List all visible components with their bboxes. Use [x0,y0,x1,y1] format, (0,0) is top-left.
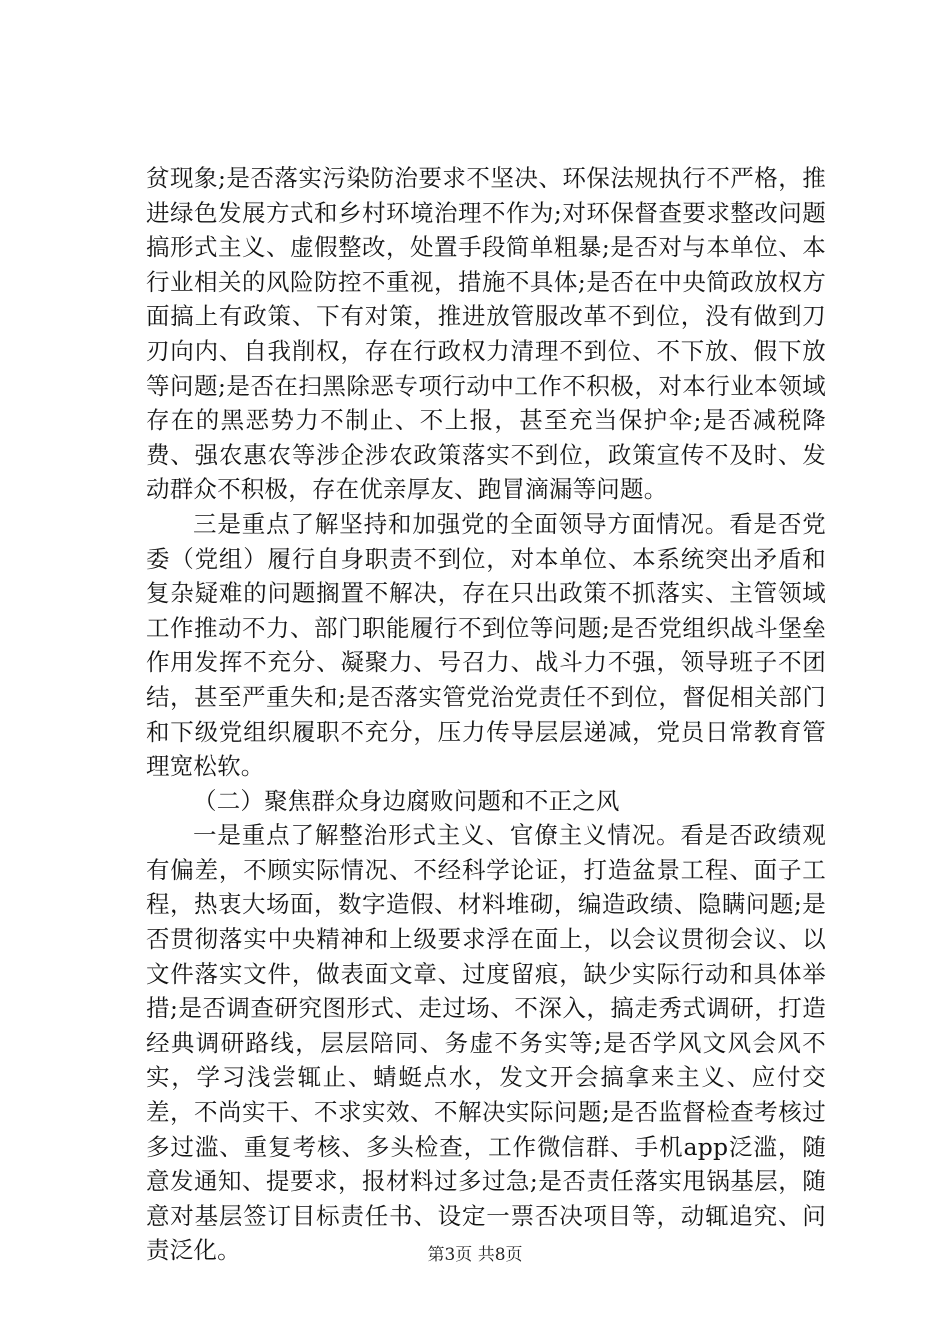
document-body [146,161,826,1268]
section-heading: （二）聚焦群众身边腐败问题和不正之风 [193,786,620,815]
page-number-footer: 第3页 共8页 [427,1245,523,1265]
paragraph-1: 贫现象;是否落实污染防治要求不坚决、环保法规执行不严格，推进绿色发展方式和乡村环境治理不作为;对环保督查要求整改问题搞形式主义、虚假整改，处置手段简单粗暴;是否对与本单位、本行业相关的风险防控不重视，措施不具体;是否在中央简政放权方面搞上有政策、下有对策，推进放管服改革不到位，没有做到刀刃向内、自我削权，存在行政权力清理不到位、不下放、假下放等问题;是否在扫黑除恶专项行动中工作不积极，对本行业本领域存在的黑恶势力不制止、不上报，甚至充当保护伞;是否减税降费、强农惠农等涉企涉农政策落实不到位，政策宣传不及时、发动群众不积极，存在优亲厚友、跑冒滴漏等问题。 [146,164,826,504]
paragraph-2: 三是重点了解坚持和加强党的全面领导方面情况。看是否党委（党组）履行自身职责不到位，对本单位、本系统突出矛盾和复杂疑难的问题搁置不解决，存在只出政策不抓落实、主管领域工作推动不力、部门职能履行不到位等问题;是否党组织战斗堡垒作用发挥不充分、凝聚力、号召力、战斗力不强，领导班子不团结，甚至严重失和;是否落实管党治党责任不到位，督促相关部门和下级党组织履职不充分，压力传导层层递减，党员日常教育管理宽松软。 [146,509,826,781]
paragraph-3: 一是重点了解整治形式主义、官僚主义情况。看是否政绩观有偏差，不顾实际情况、不经科学论证，打造盆景工程、面子工程，热衷大场面，数字造假、材料堆砌，编造政绩、隐瞒问题;是否贯彻落实中央精神和上级要求浮在面上，以会议贯彻会议、以文件落实文件，做表面文章、过度留痕，缺少实际行动和具体举措;是否调查研究图形式、走过场、不深入，搞走秀式调研，打造经典调研路线，层层陪同、务虚不务实等;是否学风文风会风不实，学习浅尝辄止、蜻蜓点水，发文开会搞拿来主义、应付交差，不尚实干、不求实效、不解决实际问题;是否监督检查考核过多过滥、重复考核、多头检查，工作微信群、手机app泛滥，随意发通知、提要求，报材料过多过急;是否责任落实甩锅基层，随意对基层签订目标责任书、设定一票否决项目等，动辄追究、问责泛化。 [146,821,826,1265]
